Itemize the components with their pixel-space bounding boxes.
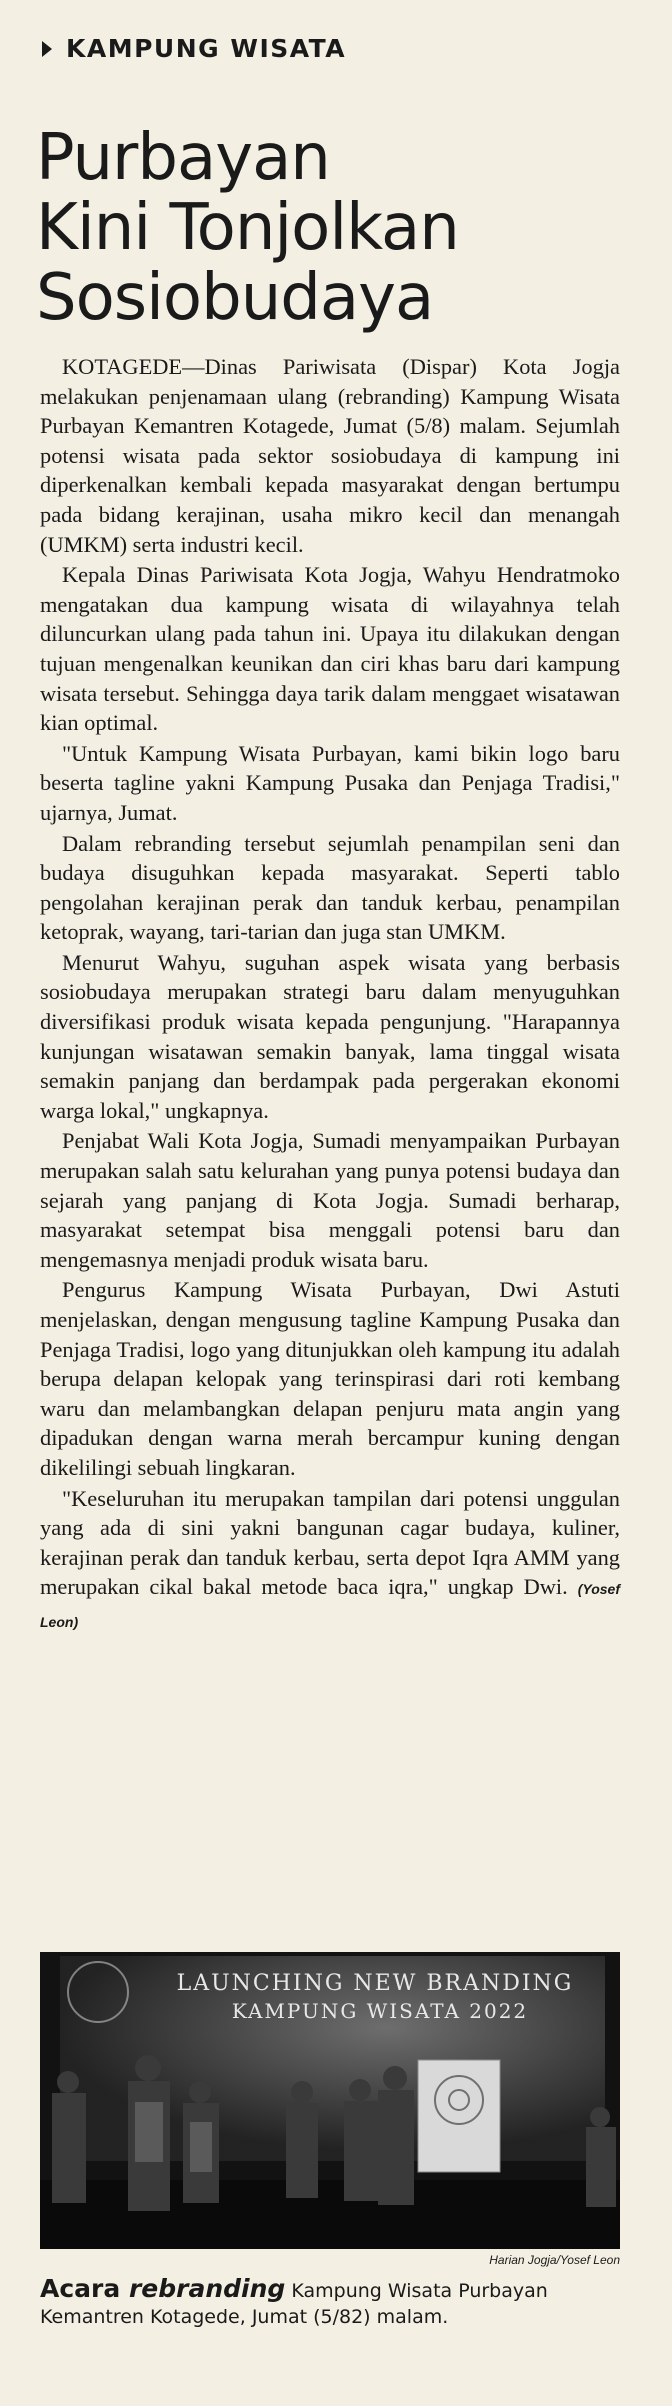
triangle-bullet-icon [42, 41, 52, 57]
paragraph-1: KOTAGEDE—Dinas Pariwisata (Dispar) Kota Jogja melakukan penjenamaan ulang (rebranding) Kampung Wisata Purbayan Kemantren Kotagede, Jumat (5/8) malam. Sejumlah potensi wisata pada sektor sosiobudaya di kampung ini diperkenalkan kembali kepada masyarakat dengan bertumpu pada bidang kerajinan, usaha mikro kecil dan menangah (UMKM) serta industri kecil. [40, 354, 620, 557]
caption-lead [40, 2274, 285, 2303]
caption-text: Kampung Wisata Purbayan Kemantren Kotagede, Jumat (5/82) malam. [40, 2280, 548, 2328]
paragraph-8 [40, 1484, 620, 1638]
photo-credit: Harian Jogja/Yosef Leon [489, 2253, 620, 2267]
paragraph-7: Pengurus Kampung Wisata Purbayan, Dwi Astuti menjelaskan, dengan mengusung tagline Kampung Pusaka dan Penjaga Tradisi, logo yang ditunjukkan oleh kampung itu adalah berupa delapan kelopak yang terinspirasi dari roti kembang waru dan melambangkan delapan penjuru mata angin yang dipadukan dengan warna merah bercampur kuning dengan dikelilingi sebuah lingkaran. [40, 1277, 620, 1480]
event-photo [40, 1952, 620, 2249]
paragraph-3: "Untuk Kampung Wisata Purbayan, kami bikin logo baru beserta tagline yakni Kampung Pusaka dan Penjaga Tradisi," ujarnya, Jumat. [40, 740, 620, 825]
paragraph-6: Penjabat Wali Kota Jogja, Sumadi menyampaikan Purbayan merupakan salah satu kelurahan yang punya potensi budaya dan sejarah yang panjang di Kota Jogja. Sumadi berharap, masyarakat setempat bisa menggali potensi baru dan mengemasnya menjadi produk wisata baru. [40, 1128, 620, 1272]
headline-line-3: Sosiobudaya [36, 260, 434, 335]
headline [36, 120, 656, 335]
photo-caption [40, 2276, 630, 2330]
article-body [40, 352, 620, 1639]
caption-lead-word: Acara [40, 2274, 121, 2303]
banner-line-2: KAMPUNG WISATA 2022 [231, 1999, 529, 2023]
paragraph-2: Kepala Dinas Pariwisata Kota Jogja, Wahyu Hendratmoko mengatakan dua kampung wisata di wilayahnya telah diluncurkan ulang pada tahun ini. Upaya itu dilakukan dengan tujuan mengenalkan keunikan dan ciri khas baru dari kampung wisata tersebut. Sehingga daya tarik dalam menggaet wisatawan kian optimal. [40, 562, 620, 736]
paragraph-5: Menurut Wahyu, suguhan aspek wisata yang berbasis sosiobudaya merupakan strategi baru dalam menyuguhkan diversifikasi produk wisata kepada pengunjung. "Harapannya kunjungan wisatawan semakin banyak, lama tinggal wisata semakin panjang dan berdampak pada pergerakan ekonomi warga lokal," ungkapnya. [40, 949, 620, 1123]
kicker-label: KAMPUNG WISATA [66, 34, 347, 63]
paragraph-4: Dalam rebranding tersebut sejumlah penampilan seni dan budaya disuguhkan kepada masyarakat. Seperti tablo pengolahan kerajinan perak dan tanduk kerbau, penampilan ketoprak, wayang, tari-tarian dan juga stan UMKM. [40, 830, 620, 945]
section-kicker [42, 34, 346, 63]
banner-line-1: LAUNCHING NEW BRANDING [176, 1971, 574, 1996]
caption-lead-emphasis: rebranding [128, 2274, 286, 2303]
byline: (Yosef Leon) [40, 1581, 620, 1630]
headline-line-2: Kini Tonjolkan [36, 190, 459, 265]
event-photo-illustration [40, 1952, 620, 2249]
headline-line-1: Purbayan [36, 120, 330, 195]
paragraph-8-text: "Keseluruhan itu merupakan tampilan dari potensi unggulan yang ada di sini yakni bangunan cagar budaya, kuliner, kerajinan perak dan tanduk kerbau, serta depot Iqra AMM yang merupakan cikal bakal metode baca iqra," ungkap Dwi. [40, 1485, 620, 1600]
